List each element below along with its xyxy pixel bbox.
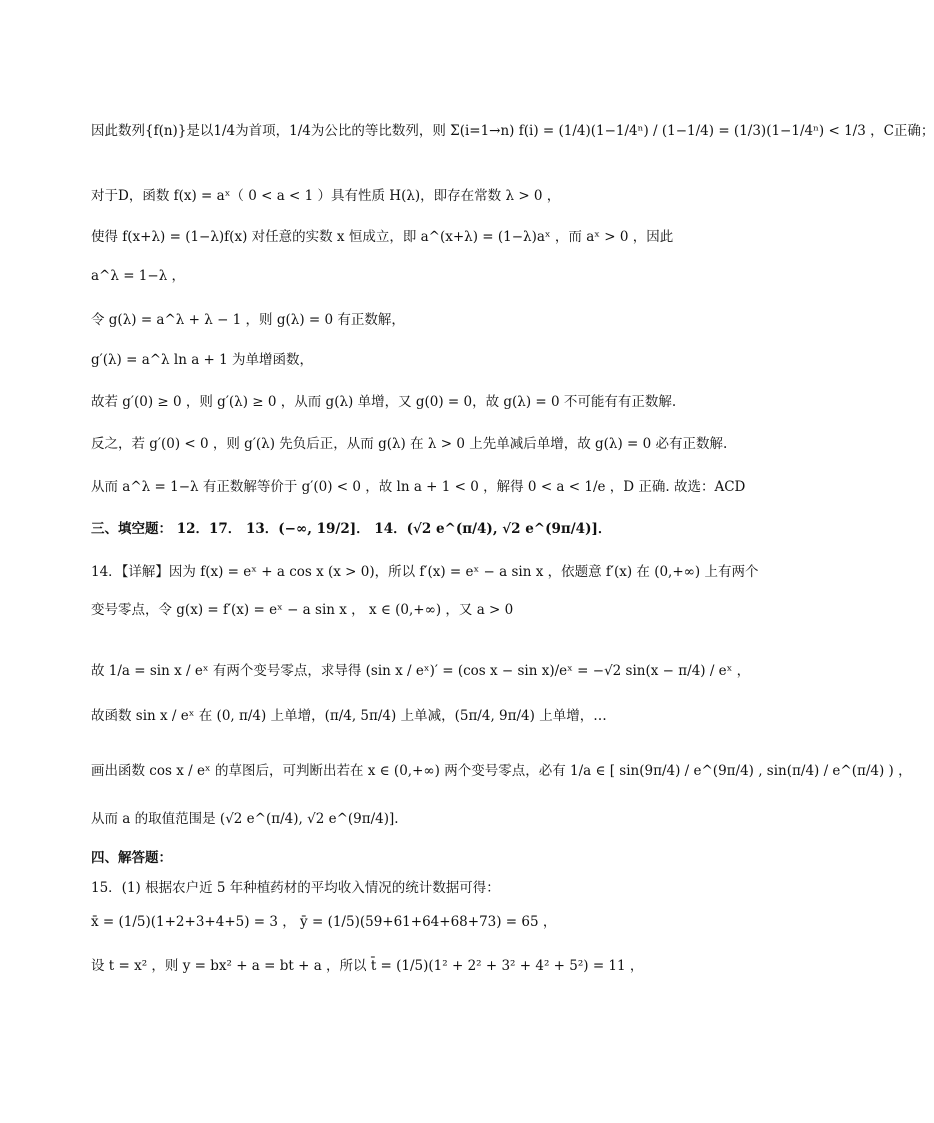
line-7: 故若 g′(0) ≥ 0 ，则 g′(λ) ≥ 0 ，从而 g(λ) 单增，又 g(0) = 0，故 g(λ) = 0 不可能有有正数解. xyxy=(91,394,677,410)
line-14: 故函数 sin x / eˣ 在 (0, π/4) 上单增，(π/4, 5π/4) 上单减，(5π/4, 9π/4) 上单增，… xyxy=(91,708,607,724)
line-12: 变号零点，令 g(x) = f′(x) = eˣ − a sin x ， x ∈ (0,+∞) ，又 a > 0 xyxy=(91,602,514,618)
line-13: 故 1/a = sin x / eˣ 有两个变号零点，求导得 (sin x / eˣ)′ = (cos x − sin x)/eˣ = −√2 sin(x − π/4) / eˣ ， xyxy=(91,663,751,679)
line-8: 反之，若 g′(0) < 0 ，则 g′(λ) 先负后正，从而 g(λ) 在 λ > 0 上先单减后单增，故 g(λ) = 0 必有正数解. xyxy=(91,436,728,452)
line-18: 15．(1) 根据农户近 5 年种植药材的平均收入情况的统计数据可得： xyxy=(91,880,500,896)
line-5: 令 g(λ) = a^λ + λ − 1 ，则 g(λ) = 0 有正数解， xyxy=(91,312,405,328)
section-3-fill-answers: 三、填空题： 12．17． 13．(−∞, 19/2]． 14．(√2 e^(π/4), √2 e^(9π/4)]． xyxy=(91,521,612,537)
line-19: x̄ = (1/5)(1+2+3+4+5) = 3 ， ȳ = (1/5)(59+61+64+68+73) = 65 ， xyxy=(91,914,557,930)
line-15: 画出函数 cos x / eˣ 的草图后，可判断出若在 x ∈ (0,+∞) 两个变号零点，必有 1/a ∈ [ sin(9π/4) / e^(9π/4) , sin(π/4) / e^(π/4) ) ， xyxy=(91,763,912,779)
line-16: 从而 a 的取值范围是 (√2 e^(π/4), √2 e^(9π/4)]. xyxy=(91,811,399,827)
line-4: a^λ = 1−λ ， xyxy=(91,268,186,284)
line-2: 对于D，函数 f(x) = aˣ（ 0 < a < 1 ）具有性质 H(λ)，即存在常数 λ > 0 ， xyxy=(91,188,561,204)
line-20: 设 t = x² ，则 y = bx² + a = bt + a ，所以 t̄ = (1/5)(1² + 2² + 3² + 4² + 5²) = 11 ， xyxy=(91,958,644,974)
line-11: 14．【详解】因为 f(x) = eˣ + a cos x (x > 0)，所以 f′(x) = eˣ − a sin x ，依题意 f′(x) 在 (0,+∞) 上有两个 xyxy=(91,564,759,580)
line-1: 因此数列{f(n)}是以1/4为首项，1/4为公比的等比数列，则 Σ(i=1→n) f(i) = (1/4)(1−1/4ⁿ) / (1−1/4) = (1/3)(1−1/4ⁿ) < 1/3 ，C正确； xyxy=(91,123,934,139)
line-6: g′(λ) = a^λ ln a + 1 为单增函数， xyxy=(91,352,314,368)
line-3: 使得 f(x+λ) = (1−λ)f(x) 对任意的实数 x 恒成立，即 a^(x+λ) = (1−λ)aˣ ，而 aˣ > 0 ，因此 xyxy=(91,229,674,245)
section-4-heading: 四、解答题： xyxy=(91,850,172,866)
line-9: 从而 a^λ = 1−λ 有正数解等价于 g′(0) < 0 ，故 ln a + 1 < 0 ，解得 0 < a < 1/e ，D 正确. 故选：ACD xyxy=(91,479,746,495)
